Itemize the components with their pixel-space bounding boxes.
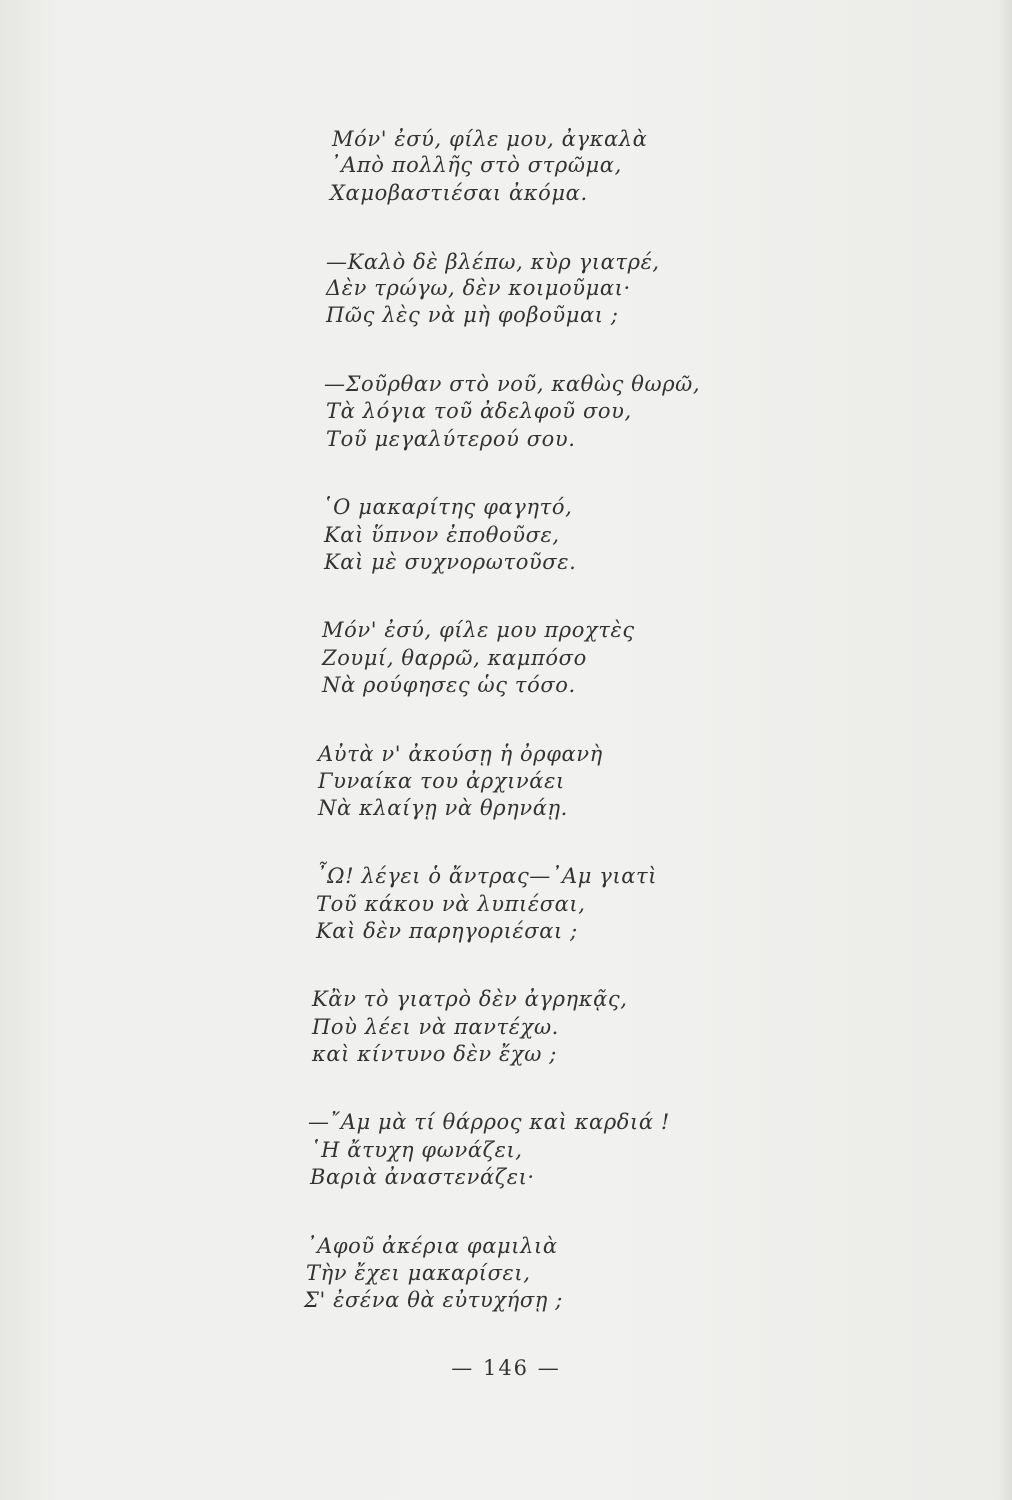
poem-line: Καὶ δὲν παρηγοριέσαι ; xyxy=(316,919,578,943)
poem-line: Τὴν ἔχει μακαρίσει, xyxy=(306,1261,531,1285)
poem-line: ῾Η ἄτυχη φωνάζει, xyxy=(310,1138,523,1162)
poem-line: Κἂν τὸ γιατρὸ δὲν ἀγρηκᾷς, xyxy=(312,987,628,1011)
poem-line: Τὰ λόγια τοῦ ἀδελφοῦ σου, xyxy=(326,399,632,423)
poem-line: Μόν' ἐσύ, φίλε μου, ἀγκαλὰ xyxy=(332,127,648,151)
poem-line: Μόν' ἐσύ, φίλε μου προχτὲς xyxy=(322,618,635,642)
poem-line: Τοῦ μεγαλύτερού σου. xyxy=(326,427,576,451)
poem-line: Νὰ κλαίγῃ νὰ θρηνάῃ. xyxy=(318,796,568,820)
poem-line: Γυναίκα του ἀρχινάει xyxy=(318,769,565,793)
poem-line: Δὲν τρώγω, δὲν κοιμοῦμαι· xyxy=(326,276,631,300)
page-edge-shadow xyxy=(998,0,1012,1500)
poem-line: Ποὺ λέει νὰ παντέχω. xyxy=(312,1015,559,1039)
poem-line: Βαριὰ ἀναστενάζει· xyxy=(310,1165,535,1189)
poem-line: Χαμοβαστιέσαι ἀκόμα. xyxy=(330,181,588,205)
poem-line: ᾿Απὸ πολλῆς στὸ στρῶμα, xyxy=(330,153,622,177)
poem-line: Τοῦ κάκου νὰ λυπιέσαι, xyxy=(316,892,586,916)
poem-line: Ζουμί, θαρρῶ, καμπόσο xyxy=(322,646,587,670)
poem-line: καὶ κίντυνο δὲν ἔχω ; xyxy=(312,1042,557,1066)
page-number: — 146 — xyxy=(451,1356,561,1380)
poem-line: —῎Αμ μὰ τί θάρρος καὶ καρδιά ! xyxy=(308,1110,670,1134)
poem-line: ῾Ο μακαρίτης φαγητό, xyxy=(322,495,573,519)
poem-line: —Καλὸ δὲ βλέπω, κὺρ γιατρέ, xyxy=(326,250,660,274)
poem-line: —Σοῦρθαν στὸ νοῦ, καθὼς θωρῶ, xyxy=(324,372,701,396)
poem-line: Αὐτὰ ν' ἀκούσῃ ἡ ὀρφανὴ xyxy=(318,742,603,766)
poem-line: Καὶ ὕπνον ἐποθοῦσε, xyxy=(324,523,560,547)
poem-line: Νὰ ρούφησες ὡς τόσο. xyxy=(322,673,576,697)
poem-line: Σ' ἐσένα θὰ εὐτυχήσῃ ; xyxy=(304,1288,563,1312)
poem-line: Καὶ μὲ συχνορωτοῦσε. xyxy=(324,550,577,574)
poem-line: Πῶς λὲς νὰ μὴ φοβοῦμαι ; xyxy=(326,303,619,327)
poem-line: ῏Ω! λέγει ὁ ἄντρας—᾿Αμ γιατὶ xyxy=(316,864,658,888)
poem-line: ᾿Αφοῦ ἀκέρια φαμιλιὰ xyxy=(306,1234,558,1258)
